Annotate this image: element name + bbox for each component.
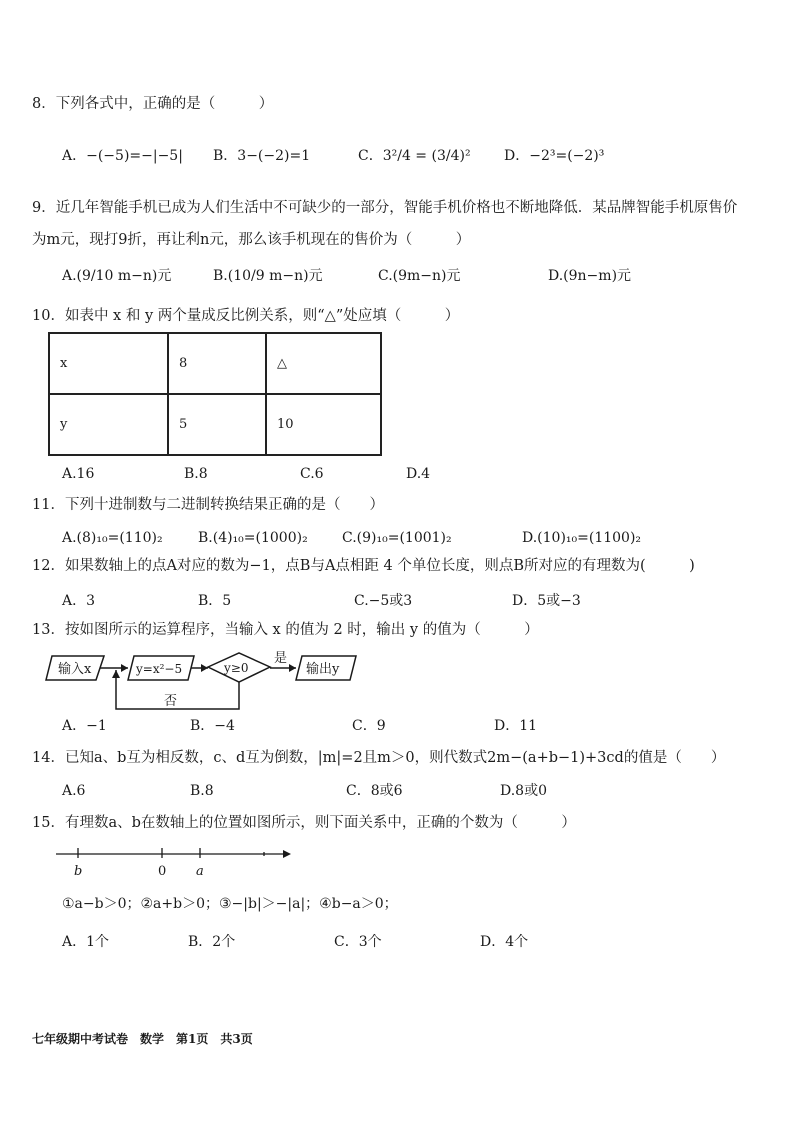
q12-stem: 12．如果数轴上的点A对应的数为−1，点B与A点相距 4 个单位长度，则点B所对应的有理数为( ): [32, 558, 695, 574]
table-cell: x: [49, 333, 168, 394]
q14-option-b: B.8: [190, 783, 214, 799]
q12-option-b: B．5: [198, 593, 232, 609]
axis-label-b: b: [74, 864, 83, 879]
q10-stem: 10．如表中 x 和 y 两个量成反比例关系，则“△”处应填（ ）: [32, 308, 460, 324]
q12-option-a: A．3: [62, 593, 96, 609]
q15-option-b: B．2个: [188, 934, 236, 950]
q14-option-a: A.6: [62, 783, 86, 799]
q9-option-c: C.(9m−n)元: [378, 268, 461, 284]
q8-stem: 8．下列各式中，正确的是（ ）: [32, 96, 274, 112]
q9-option-d: D.(9n−m)元: [548, 268, 632, 284]
flow-input-label: 输入x: [58, 662, 92, 677]
q13-option-b: B．−4: [190, 718, 235, 734]
q13-stem: 13．按如图所示的运算程序，当输入 x 的值为 2 时，输出 y 的值为（ ）: [32, 622, 539, 638]
q11-option-a: A.(8)₁₀=(110)₂: [62, 530, 163, 546]
page-footer: 七年级期中考试卷 数学 第1页 共3页: [32, 1032, 253, 1046]
axis-label-zero: 0: [158, 864, 167, 879]
q11-option-b: B.(4)₁₀=(1000)₂: [198, 530, 308, 546]
q14-stem: 14．已知a、b互为相反数，c、d互为倒数，|m|=2且m＞0，则代数式2m−(a+b−1)+3cd的值是（ ）: [32, 750, 726, 766]
q14-option-d: D.8或0: [500, 783, 547, 799]
q13-option-d: D．11: [494, 718, 538, 734]
table-cell: 8: [168, 333, 266, 394]
table-cell: 5: [168, 394, 266, 455]
q12-option-c: C.−5或3: [354, 593, 413, 609]
q15-option-a: A．1个: [62, 934, 110, 950]
table-cell: 10: [266, 394, 381, 455]
q8-option-a: A．−(−5)=−|−5|: [62, 148, 183, 164]
q8-option-b: B．3−(−2)=1: [213, 148, 311, 164]
q13-option-a: A．−1: [62, 718, 107, 734]
q15-option-c: C．3个: [334, 934, 382, 950]
q12-option-d: D．5或−3: [512, 593, 581, 609]
q14-option-c: C．8或6: [346, 783, 403, 799]
table-cell: y: [49, 394, 168, 455]
flow-no-label: 否: [164, 694, 178, 709]
q9-stem-line1: 9．近几年智能手机已成为人们生活中不可缺少的一部分，智能手机价格也不断地降低．某品牌智能手机原售价: [32, 200, 738, 216]
arrow-icon: [283, 850, 291, 858]
q9-stem-line2: 为m元，现打9折，再让利n元，那么该手机现在的售价为（ ）: [32, 232, 471, 248]
q10-option-c: C.6: [300, 466, 324, 482]
q13-option-c: C．9: [352, 718, 386, 734]
q11-option-d: D.(10)₁₀=(1100)₂: [522, 530, 642, 546]
q15-option-d: D．4个: [480, 934, 529, 950]
q9-option-b: B.(10/9 m−n)元: [213, 268, 323, 284]
table-cell: △: [266, 333, 381, 394]
q8-option-c: C．3²/4 = (3/4)²: [358, 148, 471, 164]
q15-relations: ①a−b＞0；②a+b＞0；③−|b|＞−|a|；④b−a＞0；: [62, 896, 398, 912]
flow-output-label: 输出y: [306, 662, 340, 677]
q10-option-b: B.8: [184, 466, 208, 482]
q10-option-d: D.4: [406, 466, 431, 482]
q15-stem: 15．有理数a、b在数轴上的位置如图所示，则下面关系中，正确的个数为（ ）: [32, 815, 576, 831]
flow-yes-label: 是: [274, 651, 288, 666]
q11-stem: 11．下列十进制数与二进制转换结果正确的是（ ）: [32, 497, 384, 513]
q10-option-a: A.16: [62, 466, 95, 482]
flow-condition-label: y≥0: [224, 661, 249, 675]
number-line: [56, 848, 288, 858]
axis-label-a: a: [196, 864, 204, 879]
q8-option-d: D．−2³=(−2)³: [504, 148, 605, 164]
q11-option-c: C.(9)₁₀=(1001)₂: [342, 530, 452, 546]
flow-formula-label: y=x²−5: [136, 662, 183, 676]
q9-option-a: A.(9/10 m−n)元: [62, 268, 172, 284]
